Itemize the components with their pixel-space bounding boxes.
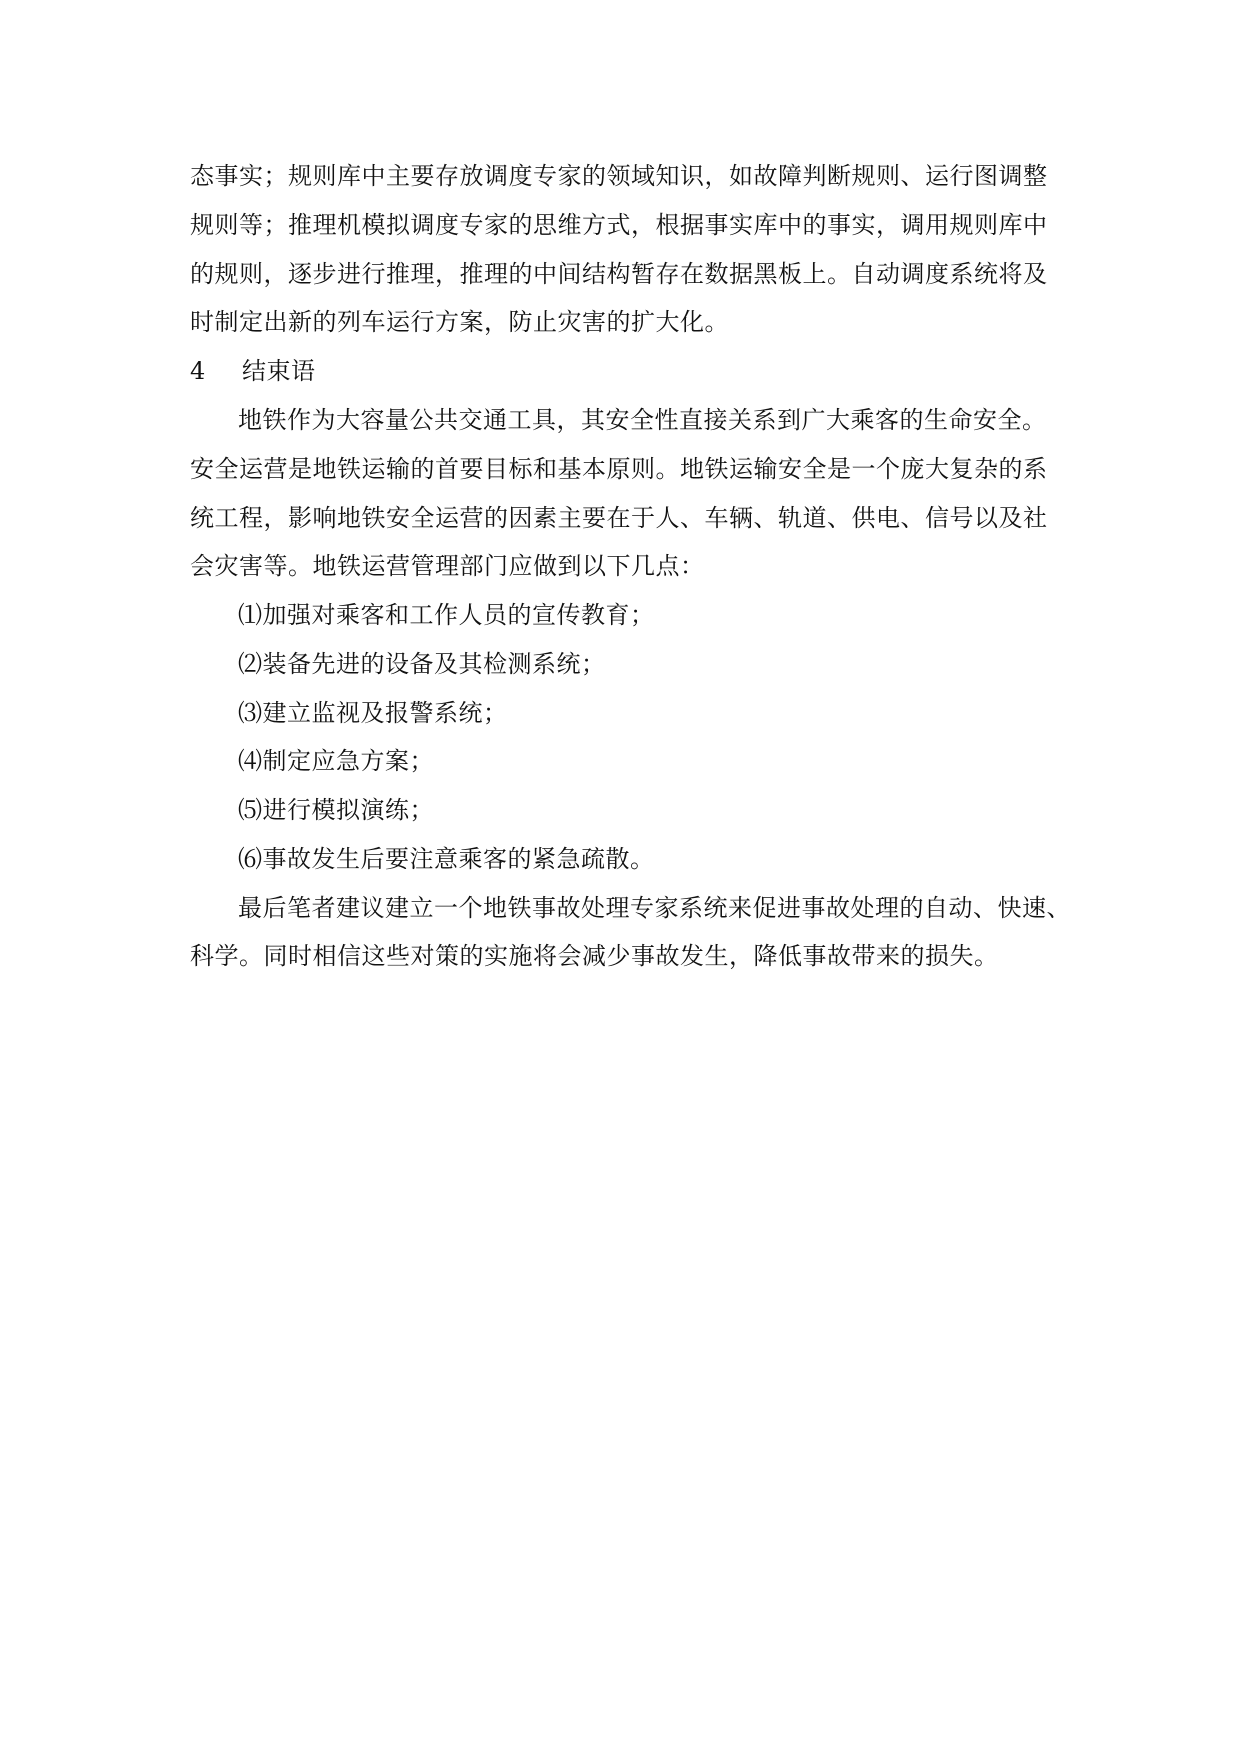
text-line: 安全运营是地铁运输的首要目标和基本原则。地铁运输安全是一个庞大复杂的系 (190, 455, 1048, 483)
list-item: ⑷制定应急方案； (238, 747, 434, 775)
list-item: ⑴加强对乘客和工作人员的宣传教育； (238, 601, 655, 629)
list-item: ⑵装备先进的设备及其检测系统； (238, 650, 606, 678)
text-line: 时制定出新的列车运行方案，防止灾害的扩大化。 (190, 308, 729, 336)
text-line: 规则等；推理机模拟调度专家的思维方式，根据事实库中的事实，调用规则库中 (190, 211, 1048, 239)
list-item: ⑸进行模拟演练； (238, 796, 434, 824)
list-item: ⑶建立监视及报警系统； (238, 699, 508, 727)
text-line: 会灾害等。地铁运营管理部门应做到以下几点： (190, 552, 705, 580)
text-line: 的规则，逐步进行推理，推理的中间结构暂存在数据黑板上。自动调度系统将及 (190, 260, 1048, 288)
text-line: 地铁作为大容量公共交通工具，其安全性直接关系到广大乘客的生命安全。 (238, 406, 1047, 434)
list-item: ⑹事故发生后要注意乘客的紧急疏散。 (238, 845, 655, 873)
section-heading (190, 355, 316, 387)
text-line: 最后笔者建议建立一个地铁事故处理专家系统来促进事故处理的自动、快速、 (238, 894, 1071, 922)
text-line: 态事实；规则库中主要存放调度专家的领域知识，如故障判断规则、运行图调整 (190, 162, 1048, 190)
text-line: 统工程，影响地铁安全运营的因素主要在于人、车辆、轨道、供电、信号以及社 (190, 504, 1048, 532)
section-title: 结束语 (242, 357, 316, 385)
section-number: 4 (190, 357, 206, 385)
text-line: 科学。同时相信这些对策的实施将会减少事故发生，降低事故带来的损失。 (190, 942, 999, 970)
